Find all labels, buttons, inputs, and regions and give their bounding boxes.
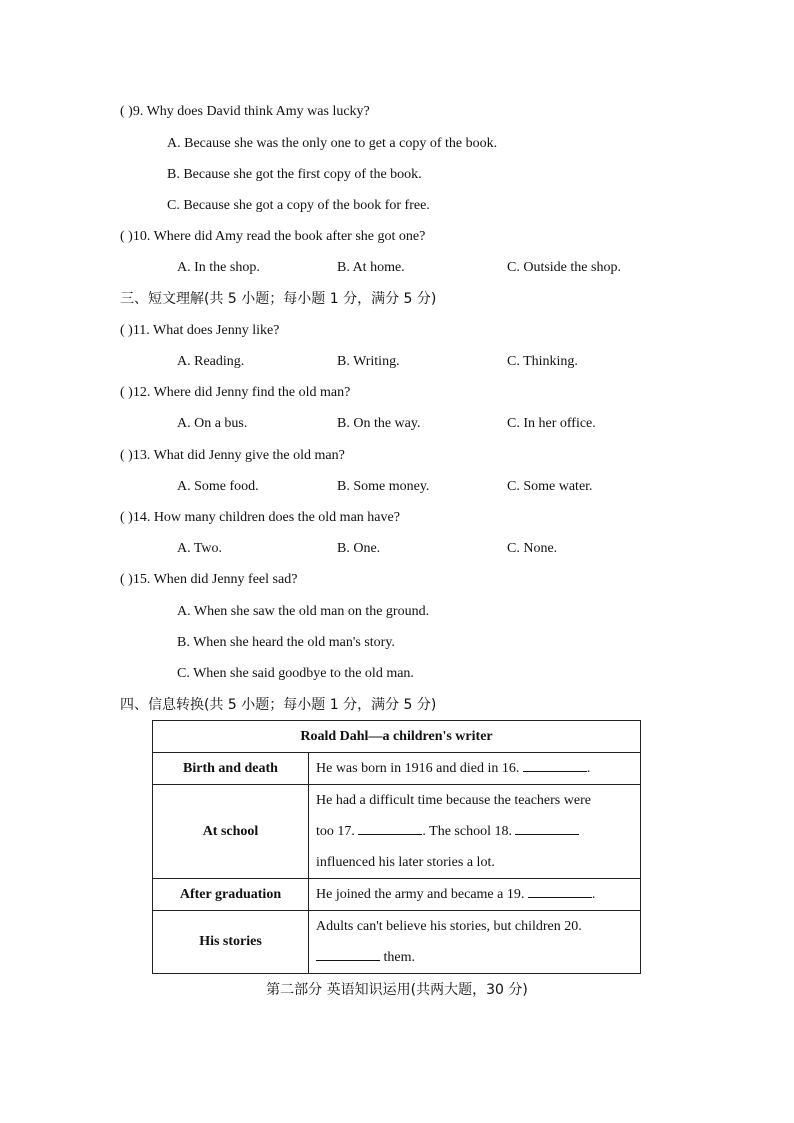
question-14: ( )14. How many children does the old man have? <box>120 510 400 525</box>
row-label-stories: His stories <box>153 911 309 974</box>
question-12: ( )12. Where did Jenny find the old man? <box>120 385 351 400</box>
row-label-birth: Birth and death <box>153 753 309 785</box>
q10-option-c: C. Outside the shop. <box>507 260 621 275</box>
row-label-graduation: After graduation <box>153 879 309 911</box>
info-table <box>152 720 641 974</box>
question-10: ( )10. Where did Amy read the book after she got one? <box>120 229 426 244</box>
q11-option-a: A. Reading. <box>177 354 245 369</box>
question-9: ( )9. Why does David think Amy was lucky? <box>120 104 370 119</box>
q12-option-a: A. On a bus. <box>177 416 248 431</box>
answer-blank-18[interactable] <box>515 821 579 835</box>
q9-option-c: C. Because she got a copy of the book for free. <box>167 198 430 213</box>
q9-option-a: A. Because she was the only one to get a copy of the book. <box>167 136 498 151</box>
q10-option-a: A. In the shop. <box>177 260 260 275</box>
table-row <box>153 785 641 879</box>
question-11: ( )11. What does Jenny like? <box>120 323 280 338</box>
q14-option-a: A. Two. <box>177 541 223 556</box>
q11-option-c: C. Thinking. <box>507 354 578 369</box>
section-4-heading: 四、信息转换(共 5 小题；每小题 1 分，满分 5 分) <box>120 697 437 713</box>
table-title: Roald Dahl—a children's writer <box>153 721 641 753</box>
q12-option-b: B. On the way. <box>337 416 421 431</box>
q11-option-b: B. Writing. <box>337 354 400 369</box>
answer-blank-20[interactable] <box>316 947 380 961</box>
q10-option-b: B. At home. <box>337 260 405 275</box>
row-content-birth: He was born in 1916 and died in 16. . <box>309 753 641 785</box>
q12-option-c: C. In her office. <box>507 416 596 431</box>
q13-option-c: C. Some water. <box>507 479 593 494</box>
q15-option-b: B. When she heard the old man's story. <box>177 635 395 650</box>
answer-blank-19[interactable] <box>528 884 592 898</box>
answer-blank-17[interactable] <box>358 821 422 835</box>
q14-option-c: C. None. <box>507 541 558 556</box>
row-content-stories: Adults can't believe his stories, but children 20. them. <box>309 911 641 974</box>
q15-option-c: C. When she said goodbye to the old man. <box>177 666 414 681</box>
q13-option-b: B. Some money. <box>337 479 430 494</box>
section-3-heading: 三、短文理解(共 5 小题；每小题 1 分，满分 5 分) <box>120 291 437 307</box>
row-content-school: He had a difficult time because the teachers were too 17. . The school 18. influenced his later stories a lot. <box>309 785 641 879</box>
q9-option-b: B. Because she got the first copy of the book. <box>167 167 422 182</box>
row-label-school: At school <box>153 785 309 879</box>
q13-option-a: A. Some food. <box>177 479 259 494</box>
q15-option-a: A. When she saw the old man on the ground. <box>177 604 430 619</box>
q14-option-b: B. One. <box>337 541 381 556</box>
row-content-graduation: He joined the army and became a 19. . <box>309 879 641 911</box>
table-row <box>153 879 641 911</box>
part-2-heading: 第二部分 英语知识运用(共两大题，30 分) <box>266 982 528 998</box>
table-row <box>153 911 641 974</box>
question-15: ( )15. When did Jenny feel sad? <box>120 572 298 587</box>
question-13: ( )13. What did Jenny give the old man? <box>120 448 345 463</box>
table-row <box>153 753 641 785</box>
answer-blank-16[interactable] <box>523 758 587 772</box>
